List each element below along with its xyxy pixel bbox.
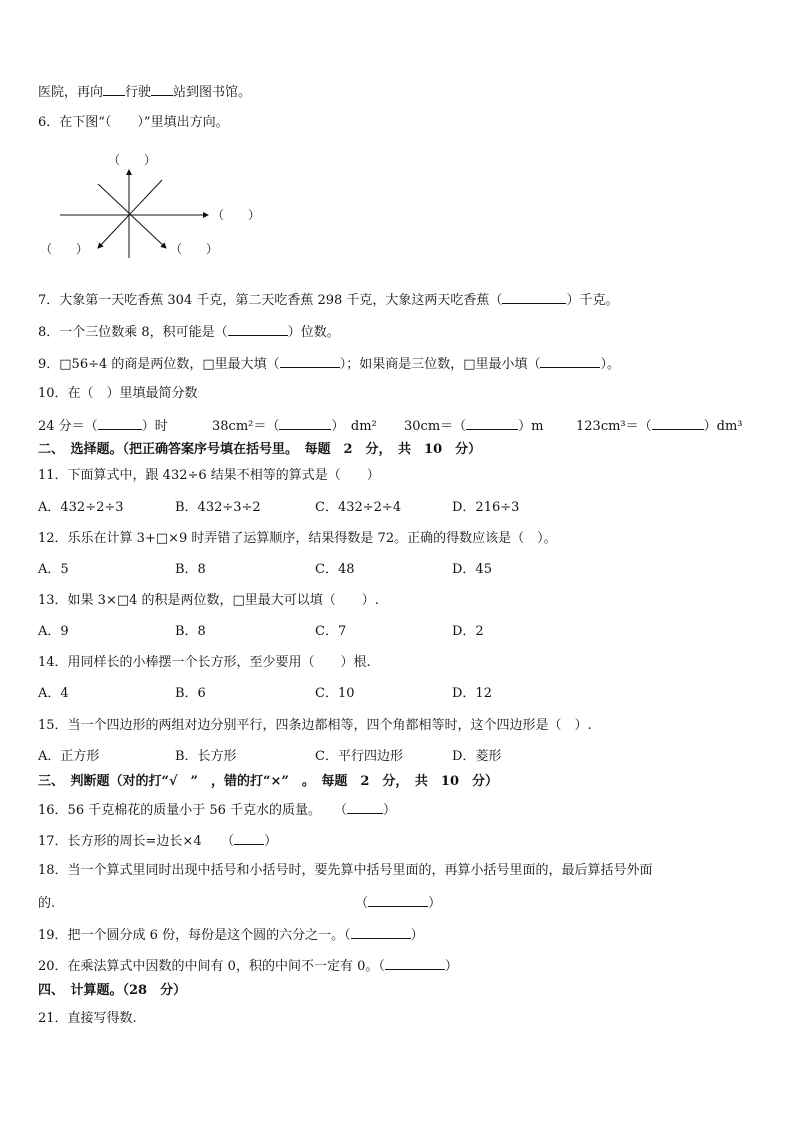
q10-item-2 — [212, 416, 377, 436]
q18-blank[interactable] — [368, 893, 428, 907]
q5-text-a: 医院，再向 — [38, 85, 104, 100]
q10-item-2-b: ） dm² — [331, 419, 377, 434]
q19-text-a: 19．把一个圆分成 6 份，每份是这个圆的六分之一。（ — [38, 928, 351, 943]
q11-option-a[interactable]: A．432÷2÷3 — [38, 500, 124, 515]
q10-item-3-a: 30cm＝（ — [404, 419, 467, 434]
question-16 — [38, 800, 396, 820]
q9-blank-1[interactable] — [280, 354, 340, 368]
southwest-arrow — [98, 180, 162, 248]
q14-option-d[interactable]: D．12 — [452, 686, 492, 701]
q17-text-b: ） — [264, 834, 278, 849]
q12-option-d[interactable]: D．45 — [452, 562, 492, 577]
q10-item-4-b: ）dm³ — [703, 419, 743, 434]
q15-option-d[interactable]: D．菱形 — [452, 749, 502, 764]
q16-text-a: 16．56 千克棉花的质量小于 56 千克水的质量。 （ — [38, 803, 348, 818]
q11-option-d[interactable]: D．216÷3 — [452, 500, 520, 515]
question-19 — [38, 925, 424, 945]
q14-option-b[interactable]: B．6 — [175, 686, 206, 701]
q19-text-b: ） — [410, 928, 424, 943]
q10-blank-2[interactable] — [279, 416, 331, 430]
q14-option-c[interactable]: C．10 — [315, 686, 355, 701]
q10-item-3 — [404, 416, 543, 436]
q17-text-a: 17．长方形的周长=边长×4 （ — [38, 834, 235, 849]
q5-blank-2[interactable] — [151, 82, 173, 96]
question-10: 10．在（ ）里填最简分数 — [38, 386, 198, 401]
q9-text-c: ）。 — [600, 357, 620, 372]
q15-option-a[interactable]: A．正方形 — [38, 749, 100, 764]
q18-text-b: （ — [355, 896, 369, 911]
question-17 — [38, 831, 277, 851]
q10-item-3-b: ）m — [518, 419, 544, 434]
label-top[interactable]: （ ） — [108, 153, 157, 167]
q10-item-1-b: ）时 — [141, 419, 168, 434]
q9-text-b: ）；如果商是三位数，□里最小填（ — [339, 357, 541, 372]
label-bottom-left[interactable]: （ ） — [40, 242, 89, 256]
q10-item-4-a: 123cm³＝（ — [576, 419, 652, 434]
q18-text-c: ） — [428, 896, 442, 911]
section-3-heading: 三、 判断题（对的打“√ ” ，错的打“×” 。 每题 2 分， 共 10 分） — [38, 774, 498, 789]
q7-blank[interactable] — [502, 290, 566, 304]
q10-item-1-a: 24 分＝（ — [38, 419, 98, 434]
question-12: 12．乐乐在计算 3+□×9 时弄错了运算顺序，结果得数是 72。正确的得数应该是（ ）。 — [38, 531, 557, 546]
q16-blank[interactable] — [347, 800, 383, 814]
q19-blank[interactable] — [351, 925, 411, 939]
q13-option-d[interactable]: D．2 — [452, 624, 484, 639]
question-14: 14．用同样长的小棒摆一个长方形，至少要用（ ）根. — [38, 655, 371, 670]
q20-blank[interactable] — [385, 956, 445, 970]
q5-blank-1[interactable] — [103, 82, 125, 96]
q15-option-b[interactable]: B．长方形 — [175, 749, 237, 764]
q13-option-c[interactable]: C．7 — [315, 624, 347, 639]
q7-text-a: 7．大象第一天吃香蕉 304 千克，第二天吃香蕉 298 千克，大象这两天吃香蕉（ — [38, 293, 503, 308]
q12-option-c[interactable]: C．48 — [315, 562, 355, 577]
q8-text-a: 8．一个三位数乘 8，积可能是（ — [38, 325, 228, 340]
label-right[interactable]: （ ） — [212, 208, 261, 222]
section-2-heading: 二、 选择题。（把正确答案序号填在括号里。 每题 2 分， 共 10 分） — [38, 442, 482, 457]
q10-item-2-a: 38cm²＝（ — [212, 419, 280, 434]
q9-blank-2[interactable] — [540, 354, 600, 368]
q8-text-b: ）位数。 — [287, 325, 340, 340]
question-9 — [38, 354, 620, 374]
q7-text-b: ）千克。 — [566, 293, 619, 308]
q16-text-b: ） — [383, 803, 397, 818]
q5-text-b: 行驶 — [125, 85, 152, 100]
q9-text-a: 9．□56÷4 的商是两位数，□里最大填（ — [38, 357, 280, 372]
q10-item-4 — [576, 416, 743, 436]
question-7 — [38, 290, 618, 310]
q12-option-a[interactable]: A．5 — [38, 562, 69, 577]
q14-option-a[interactable]: A．4 — [38, 686, 69, 701]
q20-text-a: 20．在乘法算式中因数的中间有 0，积的中间不一定有 0。（ — [38, 959, 385, 974]
q5-text-c: 站到图书馆。 — [173, 85, 252, 100]
question-21: 21．直接写得数. — [38, 1011, 137, 1026]
q10-blank-1[interactable] — [98, 416, 142, 430]
q10-item-1 — [38, 416, 168, 436]
southeast-arrow — [98, 184, 166, 248]
question-20 — [38, 956, 458, 976]
q13-option-a[interactable]: A．9 — [38, 624, 69, 639]
q10-blank-3[interactable] — [466, 416, 518, 430]
question-18-continuation — [38, 893, 441, 913]
q11-option-c[interactable]: C．432÷2÷4 — [315, 500, 402, 515]
q20-text-b: ） — [444, 959, 458, 974]
q15-option-c[interactable]: C．平行四边形 — [315, 749, 403, 764]
direction-diagram — [40, 148, 280, 258]
question-15: 15．当一个四边形的两组对边分别平行，四条边都相等，四个角都相等时，这个四边形是（ ）. — [38, 718, 592, 733]
q8-blank[interactable] — [228, 322, 288, 336]
section-4-heading: 四、 计算题。（28 分） — [38, 983, 187, 998]
question-8 — [38, 322, 340, 342]
q17-blank[interactable] — [234, 831, 264, 845]
question-11: 11．下面算式中，跟 432÷6 结果不相等的算式是（ ） — [38, 468, 380, 483]
question-13: 13．如果 3×□4 的积是两位数，□里最大可以填（ ）. — [38, 593, 379, 608]
q18-text-a: 的. — [38, 896, 56, 911]
q5-continuation — [38, 82, 251, 102]
q10-blank-4[interactable] — [652, 416, 704, 430]
q12-option-b[interactable]: B．8 — [175, 562, 206, 577]
label-bottom-right[interactable]: （ ） — [170, 242, 219, 256]
question-6: 6．在下图“（ ）”里填出方向。 — [38, 115, 229, 130]
q13-option-b[interactable]: B．8 — [175, 624, 206, 639]
question-18: 18．当一个算式里同时出现中括号和小括号时，要先算中括号里面的，再算小括号里面的，最后算括号外面 — [38, 863, 653, 878]
q11-option-b[interactable]: B．432÷3÷2 — [175, 500, 261, 515]
